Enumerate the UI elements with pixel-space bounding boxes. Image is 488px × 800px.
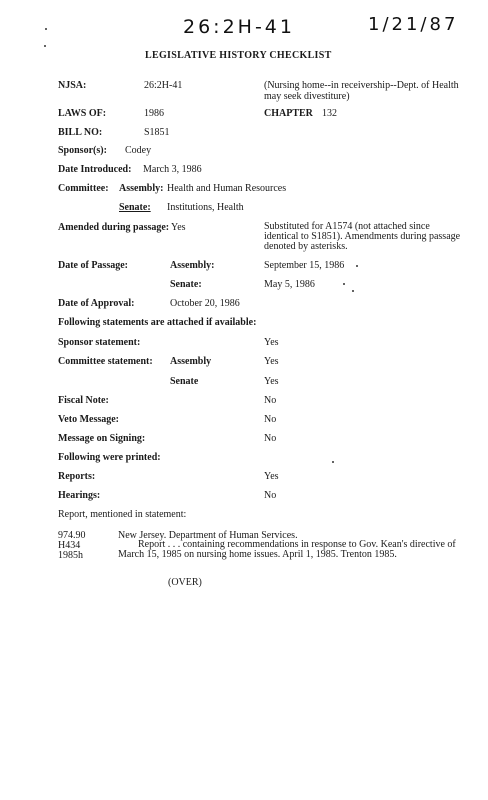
passage-label: Date of Passage: bbox=[58, 260, 128, 271]
over-note: (OVER) bbox=[168, 577, 202, 588]
committee-statement-senate-label: Senate bbox=[170, 376, 199, 387]
committee-statement-senate-value: Yes bbox=[264, 376, 279, 387]
laws-of-value: 1986 bbox=[144, 108, 164, 119]
bill-no-label: BILL NO: bbox=[58, 127, 103, 138]
handwritten-statute: 26:2H-41 bbox=[183, 16, 295, 38]
fiscal-note-label: Fiscal Note: bbox=[58, 395, 109, 406]
message-on-signing-value: No bbox=[264, 433, 277, 444]
report-text: Report . . . containing recommendations in response to Gov. Kean's directive of March 15, 1985 on nursing home issues. April 1, 1985. Trenton 1985. bbox=[118, 539, 456, 560]
call-number-line: 1985h bbox=[58, 550, 83, 561]
message-on-signing-label: Message on Signing: bbox=[58, 433, 146, 444]
sponsor-label: Sponsor(s): bbox=[58, 145, 107, 156]
scan-speck bbox=[356, 265, 358, 267]
scan-speck bbox=[44, 45, 46, 47]
reports-label: Reports: bbox=[58, 471, 96, 482]
njsa-value: 26:2H-41 bbox=[144, 80, 183, 91]
sponsor-statement-label: Sponsor statement: bbox=[58, 337, 141, 348]
call-number-line: 974.90 bbox=[58, 530, 86, 541]
committee-statement-assembly-label: Assembly bbox=[170, 356, 212, 367]
amended-label: Amended during passage: bbox=[58, 222, 170, 233]
amended-note: Substituted for A1574 (not attached since identical to S1851). Amendments during passage denoted by asterisks. bbox=[264, 221, 461, 252]
date-introduced-label: Date Introduced: bbox=[58, 164, 132, 175]
scan-speck bbox=[45, 28, 47, 30]
document-title: LEGISLATIVE HISTORY CHECKLIST bbox=[145, 50, 332, 61]
bill-no-value: S1851 bbox=[144, 127, 170, 138]
passage-assembly-label: Assembly: bbox=[170, 260, 215, 271]
njsa-description: (Nursing home--in receivership--Dept. of Health may seek divestiture) bbox=[264, 80, 459, 102]
hearings-label: Hearings: bbox=[58, 490, 101, 501]
passage-senate-value: May 5, 1986 bbox=[264, 279, 315, 290]
handwritten-date: 1/21/87 bbox=[368, 14, 459, 35]
printed-heading: Following were printed: bbox=[58, 452, 161, 463]
sponsor-statement-value: Yes bbox=[264, 337, 279, 348]
date-introduced-value: March 3, 1986 bbox=[143, 164, 202, 175]
amended-value: Yes bbox=[171, 222, 186, 233]
passage-assembly-value: September 15, 1986 bbox=[264, 260, 345, 271]
njsa-label: NJSA: bbox=[58, 80, 87, 91]
committee-senate-value: Institutions, Health bbox=[167, 202, 244, 213]
sponsor-value: Codey bbox=[125, 145, 152, 156]
attached-heading: Following statements are attached if available: bbox=[58, 317, 257, 328]
committee-assembly-label: Assembly: bbox=[119, 183, 164, 194]
report-author: New Jersey. Department of Human Services. bbox=[118, 530, 298, 541]
committee-statement-assembly-value: Yes bbox=[264, 356, 279, 367]
scan-speck bbox=[352, 290, 354, 292]
committee-label: Committee: bbox=[58, 183, 109, 194]
fiscal-note-value: No bbox=[264, 395, 277, 406]
committee-senate-label: Senate: bbox=[119, 202, 151, 213]
approval-value: October 20, 1986 bbox=[170, 298, 240, 309]
reports-value: Yes bbox=[264, 471, 279, 482]
hearings-value: No bbox=[264, 490, 277, 501]
scan-speck bbox=[343, 283, 345, 285]
chapter-value: 132 bbox=[322, 108, 337, 119]
passage-senate-label: Senate: bbox=[170, 279, 202, 290]
laws-of-label: LAWS OF: bbox=[58, 108, 107, 119]
report-heading: Report, mentioned in statement: bbox=[58, 509, 187, 520]
scan-speck bbox=[332, 461, 334, 463]
committee-assembly-value: Health and Human Resources bbox=[167, 183, 287, 194]
call-number-line: H434 bbox=[58, 540, 81, 551]
committee-statement-label: Committee statement: bbox=[58, 356, 153, 367]
chapter-label: CHAPTER bbox=[264, 108, 313, 119]
veto-message-label: Veto Message: bbox=[58, 414, 120, 425]
approval-label: Date of Approval: bbox=[58, 298, 135, 309]
veto-message-value: No bbox=[264, 414, 277, 425]
